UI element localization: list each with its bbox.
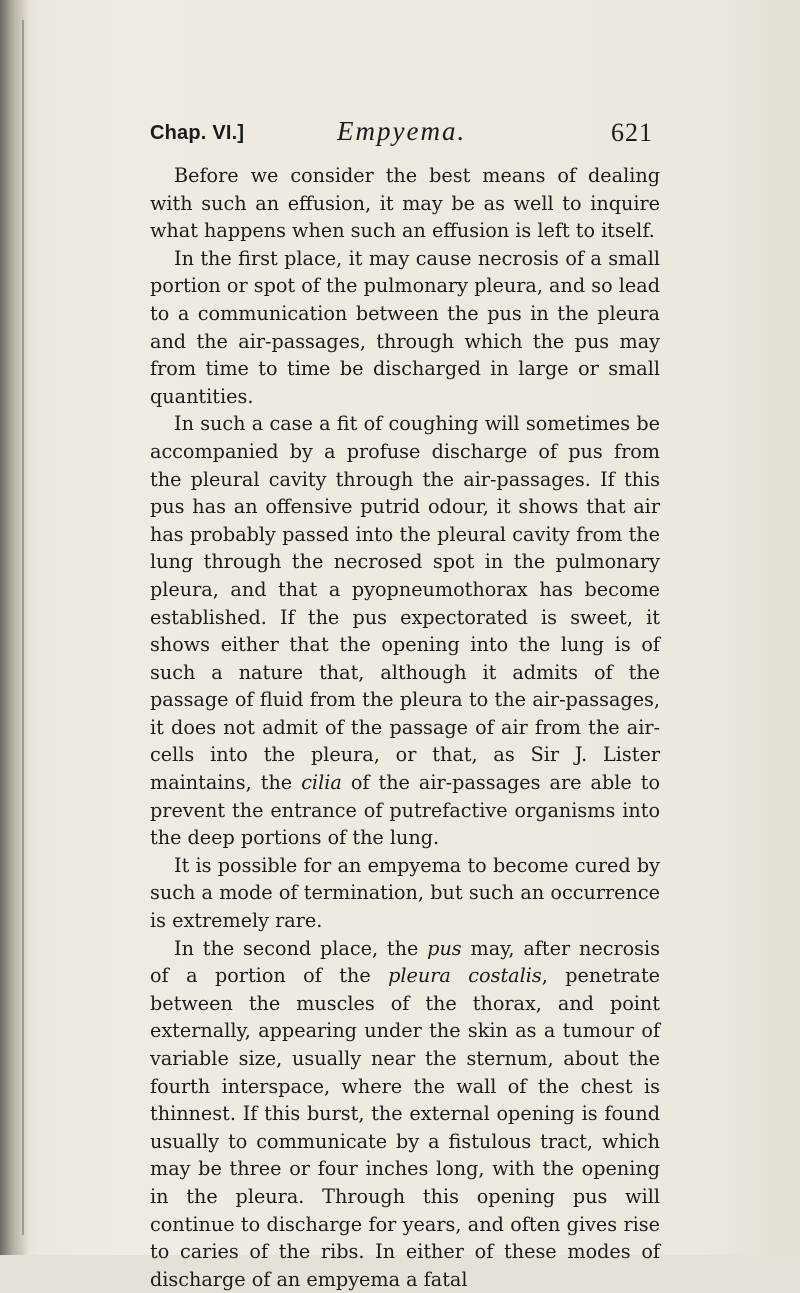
text-run: may, after necrosis of a portion of the <box>150 936 660 988</box>
text-run: In the second place, the <box>174 936 428 960</box>
paragraph <box>150 852 660 935</box>
italic-term: pleura costalis <box>388 964 542 988</box>
text-run: Before we consider the best means of dealing with such an effusion, it may be as well to inquire what happens when such an effusion is left to itself. <box>150 164 660 243</box>
paragraph <box>150 935 660 1293</box>
text-run: , penetrate between the muscles of the thorax, and point externally, appearing under the skin as a tumour of variable size, usually near the sternum, about the fourth interspace, where the wall of the chest is thinnest. If this burst, the external opening is found usually to communicate by a fistulous tract, which may be three or four inches long, with the opening in the pleura. Through this opening pus will continue to discharge for years, and often gives rise to caries of the ribs. In either of these modes of discharge of an empyema a fatal <box>150 964 661 1291</box>
text-run: In such a case a fit of coughing will sometimes be accompanied by a profuse discharge of pus from the pleural cavity through the air-passages. If this pus has an offensive putrid odour, it shows that air has probably passed into the pleural cavity from the lung through the necrosed spot in the pulmonary pleura, and that a pyopneumothorax has become established. If the pus expectorated is sweet, it shows either that the opening into the lung is of such a nature that, although it admits of the passage of fluid from the pleura to the air-passages, it does not admit of the passage of air from the air-cells into the pleura, or that, as Sir J. Lister maintains, the <box>150 412 660 795</box>
text-run: In the first place, it may cause necrosis of a small portion or spot of the pulmonary pleura, and so lead to a communication between the pus in the pleura and the air-passages, through which the pus may from time to time be discharged in large or small quantities. <box>150 246 660 408</box>
gutter-edge-line <box>22 20 24 1235</box>
italic-term: cilia <box>301 771 342 795</box>
paragraph <box>150 162 660 245</box>
body-text <box>150 162 660 1293</box>
paragraph <box>150 245 660 411</box>
page-number: 621 <box>611 118 653 147</box>
text-run: of the air-passages are able to prevent the entrance of putrefactive organisms into the deep portions of the lung. <box>150 771 661 850</box>
section-title: Empyema. <box>337 116 467 146</box>
chapter-label: Chap. VI.] <box>150 122 245 144</box>
running-head <box>150 112 653 152</box>
italic-term: pus <box>427 936 462 960</box>
text-run: It is possible for an empyema to become cured by such a mode of termination, but such an occurrence is extremely rare. <box>150 853 660 933</box>
paragraph <box>150 410 660 852</box>
